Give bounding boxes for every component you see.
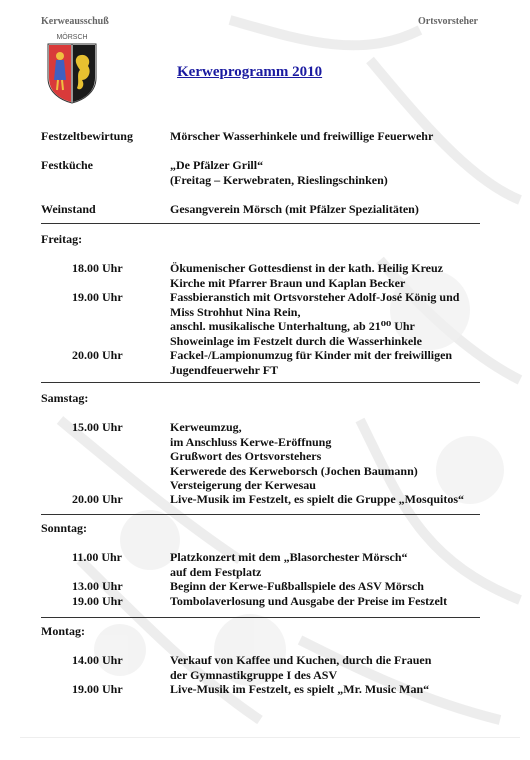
event-line: Ökumenischer Gottesdienst in der kath. Heilig Kreuz [170, 261, 444, 275]
event-description: Live-Musik im Festzelt, es spielt die Gruppe „Mosquitos“ [170, 492, 464, 506]
event-time: 20.00 Uhr [72, 348, 123, 362]
event-line: Kirche mit Pfarrer Braun und Kaplan Becker [170, 275, 406, 290]
event-description [170, 420, 418, 493]
event-time: 20.00 Uhr [72, 492, 123, 506]
divider [41, 382, 480, 383]
divider [41, 223, 480, 224]
event-line: Kerweumzug, [170, 420, 242, 434]
event-line: Kerwerede des Kerweborsch (Jochen Baumann) [170, 463, 418, 478]
event-line: Showeinlage im Festzelt durch die Wasserhinkele [170, 333, 422, 348]
event-time: 11.00 Uhr [72, 550, 123, 564]
event-description [170, 290, 459, 348]
coat-of-arms [44, 34, 100, 104]
event-time: 19.00 Uhr [72, 594, 123, 608]
event-line: Miss Strohhut Nina Rein, [170, 304, 301, 319]
header-committee: Kerweausschuß [41, 16, 109, 27]
coat-of-arms-icon [44, 34, 100, 104]
page-title: Kerweprogramm 2010 [177, 64, 323, 80]
event-time: 14.00 Uhr [72, 653, 123, 667]
event-description [170, 550, 408, 579]
header-mayor: Ortsvorsteher [418, 16, 478, 27]
day-heading-saturday: Samstag: [41, 391, 89, 405]
event-line: Fackel-/Lampionumzug für Kinder mit der freiwilligen [170, 348, 453, 362]
day-heading-friday: Freitag: [41, 232, 83, 246]
event-line: auf dem Festplatz [170, 564, 262, 579]
event-line: Jugendfeuerwehr FT [170, 362, 279, 377]
event-time: 19.00 Uhr [72, 682, 123, 696]
event-description: Tombolaverlosung und Ausgabe der Preise im Festzelt [170, 594, 448, 608]
info-line: (Freitag – Kerwebraten, Rieslingschinken) [170, 172, 388, 187]
event-time: 19.00 Uhr [72, 290, 123, 304]
event-description [170, 348, 452, 377]
info-label: Festküche [41, 158, 93, 172]
event-line: Fassbieranstich mit Ortsvorsteher Adolf-José König und [170, 290, 460, 304]
divider [41, 617, 480, 618]
event-description: Live-Musik im Festzelt, es spielt „Mr. Music Man“ [170, 682, 430, 696]
event-description: Beginn der Kerwe-Fußballspiele des ASV Mörsch [170, 579, 424, 593]
info-line: „De Pfälzer Grill“ [170, 158, 264, 172]
event-line: Versteigerung der Kerwesau [170, 478, 316, 492]
event-line: Verkauf von Kaffee und Kuchen, durch die Frauen [170, 653, 432, 667]
event-description [170, 653, 431, 682]
info-value: Mörscher Wasserhinkele und freiwillige Feuerwehr [170, 129, 434, 143]
event-line: der Gymnastikgruppe I des ASV [170, 667, 338, 682]
info-label: Weinstand [41, 202, 96, 216]
info-value: Gesangverein Mörsch (mit Pfälzer Spezialitäten) [170, 202, 419, 216]
event-time: 15.00 Uhr [72, 420, 123, 434]
info-label: Festzeltbewirtung [41, 129, 133, 143]
event-line: im Anschluss Kerwe-Eröffnung [170, 434, 332, 449]
event-time: 13.00 Uhr [72, 579, 123, 593]
day-heading-sunday: Sonntag: [41, 521, 88, 535]
event-line: Platzkonzert mit dem „Blasorchester Mörsch“ [170, 550, 408, 564]
event-line: anschl. musikalische Unterhaltung, ab 21⁰⁰ Uhr [170, 319, 415, 333]
info-value [170, 158, 388, 187]
event-line: Grußwort des Ortsvorstehers [170, 449, 322, 463]
event-time: 18.00 Uhr [72, 261, 123, 275]
day-heading-monday: Montag: [41, 624, 85, 638]
crest-label: MÖRSCH [56, 34, 88, 41]
divider [41, 514, 480, 515]
page-bottom-edge [20, 737, 520, 738]
event-description [170, 261, 443, 290]
